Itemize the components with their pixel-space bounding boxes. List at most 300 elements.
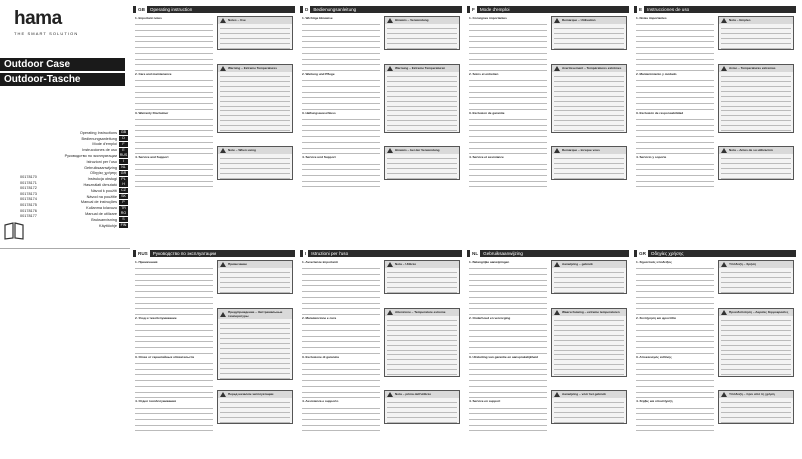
text-line bbox=[220, 324, 290, 329]
section-header: E Instrucciones de uso bbox=[634, 6, 796, 13]
text-line bbox=[135, 99, 213, 104]
toc-row: Kullanma kılavuzu TR bbox=[18, 205, 128, 211]
text-line bbox=[636, 60, 714, 65]
text-line bbox=[220, 418, 290, 423]
text-line bbox=[387, 87, 457, 92]
text-line bbox=[135, 293, 213, 298]
section-body-left: 1. Important notes 2. Care and maintenance 3. Warranty Disclaimer 4. Service and Support bbox=[135, 15, 213, 188]
text-line bbox=[302, 115, 380, 120]
text-line bbox=[302, 60, 380, 65]
text-line bbox=[636, 82, 714, 87]
text-line bbox=[387, 346, 457, 351]
text-line bbox=[135, 76, 213, 81]
text-line bbox=[302, 126, 380, 131]
text-line bbox=[636, 138, 714, 143]
text-line bbox=[721, 336, 791, 341]
text-line bbox=[636, 26, 714, 31]
note-box: Remarque – Utilisation bbox=[551, 16, 627, 50]
text-line bbox=[721, 107, 791, 112]
text-line bbox=[387, 122, 457, 127]
text-line bbox=[302, 320, 380, 325]
text-line bbox=[135, 182, 213, 187]
section-header: GR Οδηγίες χρήσης bbox=[634, 250, 796, 257]
text-line bbox=[636, 421, 714, 426]
text-line bbox=[554, 72, 624, 77]
text-line bbox=[469, 304, 547, 309]
text-line bbox=[302, 264, 380, 269]
text-line bbox=[387, 288, 457, 293]
text-line bbox=[636, 264, 714, 269]
text-line bbox=[302, 331, 380, 336]
text-line bbox=[636, 382, 714, 387]
warning-box: Attenzione – Temperature estreme bbox=[384, 308, 460, 377]
text-line bbox=[469, 310, 547, 315]
text-line bbox=[554, 398, 624, 403]
text-line bbox=[636, 121, 714, 126]
text-line bbox=[387, 403, 457, 408]
text-line bbox=[469, 32, 547, 37]
text-line bbox=[636, 293, 714, 298]
text-line bbox=[469, 409, 547, 414]
text-line bbox=[135, 270, 213, 275]
text-line bbox=[469, 126, 547, 131]
text-line bbox=[721, 316, 791, 321]
text-line bbox=[554, 107, 624, 112]
text-line bbox=[636, 387, 714, 392]
text-line bbox=[302, 393, 380, 398]
text-line bbox=[554, 366, 624, 371]
text-line bbox=[135, 320, 213, 325]
product-title-en: Outdoor Case bbox=[0, 58, 125, 71]
text-line bbox=[636, 304, 714, 309]
text-line bbox=[721, 159, 791, 164]
text-line bbox=[721, 268, 791, 273]
product-title-de: Outdoor-Tasche bbox=[0, 73, 125, 86]
text-line bbox=[135, 409, 213, 414]
text-line bbox=[387, 77, 457, 82]
text-line bbox=[554, 413, 624, 418]
text-line bbox=[220, 408, 290, 413]
text-line bbox=[636, 177, 714, 182]
text-line bbox=[387, 418, 457, 423]
warning-box: Waarschuwing – extreme temperaturen bbox=[551, 308, 627, 377]
text-line bbox=[135, 87, 213, 92]
text-line bbox=[469, 298, 547, 303]
note-box: Nota – prima dell'utilizzo bbox=[384, 390, 460, 424]
text-line bbox=[721, 326, 791, 331]
text-line bbox=[636, 149, 714, 154]
text-line bbox=[387, 331, 457, 336]
text-line bbox=[387, 268, 457, 273]
text-line bbox=[721, 164, 791, 169]
text-line bbox=[387, 341, 457, 346]
text-line bbox=[135, 49, 213, 54]
text-line bbox=[220, 82, 290, 87]
text-line bbox=[636, 159, 714, 164]
text-line bbox=[636, 349, 714, 354]
warning-icon bbox=[721, 262, 727, 267]
text-line bbox=[387, 408, 457, 413]
note-box: Hinweis – Verwendung bbox=[384, 16, 460, 50]
text-line bbox=[636, 365, 714, 370]
text-line bbox=[469, 82, 547, 87]
text-line bbox=[469, 365, 547, 370]
text-line bbox=[220, 174, 290, 179]
text-line bbox=[721, 278, 791, 283]
note-box: Aanwijzing – vóór het gebruik bbox=[551, 390, 627, 424]
text-line bbox=[469, 115, 547, 120]
text-line bbox=[302, 171, 380, 176]
section-header: GB Operating instruction bbox=[133, 6, 295, 13]
text-line bbox=[302, 343, 380, 348]
note-box: Nota – Empleo bbox=[718, 16, 794, 50]
text-line bbox=[135, 365, 213, 370]
warning-icon bbox=[387, 262, 393, 267]
text-line bbox=[220, 344, 290, 349]
text-line bbox=[220, 112, 290, 117]
text-line bbox=[721, 413, 791, 418]
text-line bbox=[554, 97, 624, 102]
text-line bbox=[636, 310, 714, 315]
text-line bbox=[135, 287, 213, 292]
text-line bbox=[220, 127, 290, 132]
text-line bbox=[721, 351, 791, 356]
text-line bbox=[302, 359, 380, 364]
text-line bbox=[469, 281, 547, 286]
text-line bbox=[135, 421, 213, 426]
text-line bbox=[302, 149, 380, 154]
text-line bbox=[554, 288, 624, 293]
text-line bbox=[135, 138, 213, 143]
text-line bbox=[469, 370, 547, 375]
text-line bbox=[220, 364, 290, 369]
text-line bbox=[135, 337, 213, 342]
text-line bbox=[469, 421, 547, 426]
text-line bbox=[135, 115, 213, 120]
warning-icon bbox=[721, 66, 727, 71]
text-line bbox=[636, 171, 714, 176]
text-line bbox=[302, 49, 380, 54]
text-line bbox=[554, 39, 624, 44]
text-line bbox=[469, 93, 547, 98]
text-line bbox=[721, 29, 791, 34]
text-line bbox=[135, 326, 213, 331]
text-line bbox=[135, 310, 213, 315]
text-line bbox=[135, 105, 213, 110]
text-line bbox=[721, 34, 791, 39]
text-line bbox=[554, 283, 624, 288]
text-line bbox=[302, 304, 380, 309]
text-line bbox=[469, 337, 547, 342]
text-line bbox=[469, 270, 547, 275]
text-line bbox=[220, 329, 290, 334]
text-line bbox=[469, 393, 547, 398]
text-line bbox=[554, 29, 624, 34]
text-line bbox=[636, 66, 714, 71]
text-line bbox=[302, 287, 380, 292]
text-line bbox=[721, 97, 791, 102]
text-line bbox=[387, 112, 457, 117]
warning-icon bbox=[554, 148, 560, 153]
text-line bbox=[469, 331, 547, 336]
text-line bbox=[554, 341, 624, 346]
note-box: Nota – Antes de su utilización bbox=[718, 146, 794, 180]
warning-icon bbox=[554, 392, 560, 397]
text-line bbox=[387, 356, 457, 361]
text-line bbox=[636, 93, 714, 98]
text-line bbox=[469, 132, 547, 137]
warning-icon bbox=[220, 262, 226, 267]
text-line bbox=[721, 122, 791, 127]
note-box: Note – When using bbox=[217, 146, 293, 180]
text-line bbox=[636, 20, 714, 25]
text-line bbox=[469, 49, 547, 54]
toc-row: Käyttöohje FIN bbox=[99, 223, 127, 228]
text-line bbox=[721, 72, 791, 77]
text-line bbox=[554, 44, 624, 49]
text-line bbox=[302, 143, 380, 148]
text-line bbox=[387, 44, 457, 49]
section-e bbox=[634, 6, 796, 206]
warning-icon bbox=[554, 310, 560, 315]
toc-row: Használati útmutató H bbox=[18, 182, 128, 188]
text-line bbox=[220, 72, 290, 77]
warning-icon bbox=[554, 262, 560, 267]
text-line bbox=[636, 182, 714, 187]
text-line bbox=[721, 361, 791, 366]
text-line bbox=[220, 278, 290, 283]
toc-row: Руководство по эксплуатации RUS bbox=[64, 153, 128, 158]
toc-row: Instrucciones de uso E bbox=[18, 147, 128, 153]
text-line bbox=[302, 121, 380, 126]
text-line bbox=[302, 270, 380, 275]
text-line bbox=[387, 24, 457, 29]
text-line bbox=[302, 177, 380, 182]
text-line bbox=[387, 164, 457, 169]
warning-icon bbox=[721, 310, 727, 315]
text-line bbox=[636, 331, 714, 336]
text-line bbox=[135, 26, 213, 31]
text-line bbox=[721, 174, 791, 179]
text-line bbox=[469, 287, 547, 292]
text-line bbox=[554, 77, 624, 82]
note-box: Aanwijzing – gebruik bbox=[551, 260, 627, 294]
text-line bbox=[554, 361, 624, 366]
text-line bbox=[302, 365, 380, 370]
text-line bbox=[554, 268, 624, 273]
text-line bbox=[636, 276, 714, 281]
text-line bbox=[636, 165, 714, 170]
text-line bbox=[302, 382, 380, 387]
text-line bbox=[302, 93, 380, 98]
text-line bbox=[554, 326, 624, 331]
text-line bbox=[135, 66, 213, 71]
text-line bbox=[469, 37, 547, 42]
text-line bbox=[554, 102, 624, 107]
text-line bbox=[554, 346, 624, 351]
text-line bbox=[636, 37, 714, 42]
text-line bbox=[469, 382, 547, 387]
text-line bbox=[387, 371, 457, 376]
text-line bbox=[302, 26, 380, 31]
warning-icon bbox=[387, 310, 393, 315]
text-line bbox=[554, 169, 624, 174]
text-line bbox=[220, 403, 290, 408]
section-body-left: 1. Wichtige Hinweise 2. Wartung und Pflege 3. Haftungsausschluss 4. Service und Support bbox=[302, 15, 380, 188]
text-line bbox=[469, 165, 547, 170]
text-line bbox=[469, 105, 547, 110]
text-line bbox=[469, 376, 547, 381]
toc-row: Istruzioni per l'uso I bbox=[18, 159, 128, 165]
text-line bbox=[135, 43, 213, 48]
text-line bbox=[469, 415, 547, 420]
text-line bbox=[135, 359, 213, 364]
text-line bbox=[302, 426, 380, 431]
text-line bbox=[721, 283, 791, 288]
text-line bbox=[636, 320, 714, 325]
text-line bbox=[554, 159, 624, 164]
text-line bbox=[636, 143, 714, 148]
section-header: D Bedienungsanleitung bbox=[300, 6, 462, 13]
text-line bbox=[387, 97, 457, 102]
text-line bbox=[135, 159, 213, 164]
text-line bbox=[554, 371, 624, 376]
text-line bbox=[469, 426, 547, 431]
text-line bbox=[387, 174, 457, 179]
text-line bbox=[636, 115, 714, 120]
text-line bbox=[220, 283, 290, 288]
text-line bbox=[554, 34, 624, 39]
text-line bbox=[554, 356, 624, 361]
text-line bbox=[387, 316, 457, 321]
text-line bbox=[554, 164, 624, 169]
warning-box: Warnung – Extreme Temperaturen bbox=[384, 64, 460, 133]
text-line bbox=[387, 278, 457, 283]
text-line bbox=[554, 403, 624, 408]
text-line bbox=[721, 77, 791, 82]
section-gr bbox=[634, 250, 796, 450]
brand-tagline: THE SMART SOLUTION bbox=[14, 31, 79, 36]
text-line bbox=[135, 20, 213, 25]
text-line bbox=[721, 169, 791, 174]
text-line bbox=[721, 127, 791, 132]
text-line bbox=[469, 76, 547, 81]
note-box: Υπόδειξη – πριν από τη χρήση bbox=[718, 390, 794, 424]
text-line bbox=[302, 76, 380, 81]
warning-icon bbox=[387, 148, 393, 153]
text-line bbox=[135, 393, 213, 398]
text-line bbox=[721, 331, 791, 336]
text-line bbox=[721, 87, 791, 92]
text-line bbox=[302, 276, 380, 281]
note-box: Перед началом эксплуатации bbox=[217, 390, 293, 424]
text-line bbox=[135, 32, 213, 37]
text-line bbox=[721, 371, 791, 376]
divider bbox=[0, 248, 130, 249]
text-line bbox=[302, 32, 380, 37]
text-line bbox=[469, 20, 547, 25]
warning-icon bbox=[387, 18, 393, 23]
note-box: Nota – Utilizzo bbox=[384, 260, 460, 294]
text-line bbox=[554, 278, 624, 283]
warning-icon bbox=[721, 148, 727, 153]
text-line bbox=[387, 413, 457, 418]
text-line bbox=[721, 403, 791, 408]
text-line bbox=[554, 87, 624, 92]
warning-icon bbox=[220, 66, 226, 71]
text-line bbox=[302, 409, 380, 414]
text-line bbox=[469, 138, 547, 143]
text-line bbox=[721, 346, 791, 351]
text-line bbox=[387, 34, 457, 39]
section-rus bbox=[133, 250, 295, 450]
text-line bbox=[554, 122, 624, 127]
text-line bbox=[554, 351, 624, 356]
text-line bbox=[469, 403, 547, 408]
text-line bbox=[387, 326, 457, 331]
text-line bbox=[220, 77, 290, 82]
text-line bbox=[469, 177, 547, 182]
text-line bbox=[469, 320, 547, 325]
toc-row: Manual de utilizare RO bbox=[85, 211, 127, 216]
toc-row: Operating Instructions GB bbox=[79, 130, 127, 135]
text-line bbox=[220, 398, 290, 403]
section-f bbox=[467, 6, 629, 206]
text-line bbox=[135, 149, 213, 154]
text-line bbox=[135, 281, 213, 286]
text-line bbox=[302, 66, 380, 71]
text-line bbox=[554, 82, 624, 87]
text-line bbox=[469, 121, 547, 126]
text-line bbox=[135, 54, 213, 59]
text-line bbox=[135, 415, 213, 420]
text-line bbox=[135, 143, 213, 148]
warning-icon bbox=[220, 392, 226, 397]
text-line bbox=[220, 29, 290, 34]
text-line bbox=[220, 92, 290, 97]
warning-icon bbox=[220, 148, 226, 153]
text-line bbox=[302, 43, 380, 48]
section-body-left: 1. Σημαντικές υποδείξεις 2. Συντήρηση και φροντίδα 3. Αποκλεισμός ευθύνης 4. Σέρβις και υποστήριξη bbox=[636, 259, 714, 432]
text-line bbox=[636, 105, 714, 110]
text-line bbox=[554, 174, 624, 179]
text-line bbox=[636, 76, 714, 81]
text-line bbox=[220, 97, 290, 102]
text-line bbox=[721, 288, 791, 293]
text-line bbox=[220, 288, 290, 293]
section-body-left: 1. Notas importantes 2. Mantenimiento y cuidado 3. Exclusión de responsabilidad 4. Servicio y soporte bbox=[636, 15, 714, 188]
text-line bbox=[721, 341, 791, 346]
text-line bbox=[554, 336, 624, 341]
section-nl bbox=[467, 250, 629, 450]
text-line bbox=[636, 270, 714, 275]
section-header: F Mode d'emploi bbox=[467, 6, 629, 13]
text-line bbox=[302, 82, 380, 87]
text-line bbox=[469, 276, 547, 281]
section-body-left: 1. Belangrijke aanwijzingen 2. Onderhoud en verzorging 3. Uitsluiting van garantie en aansprakelijkheid 4. Service en support bbox=[469, 259, 547, 432]
warning-icon bbox=[387, 66, 393, 71]
text-line bbox=[135, 370, 213, 375]
text-line bbox=[469, 182, 547, 187]
text-line bbox=[636, 326, 714, 331]
text-line bbox=[135, 382, 213, 387]
text-line bbox=[302, 403, 380, 408]
text-line bbox=[721, 418, 791, 423]
text-line bbox=[554, 92, 624, 97]
text-line bbox=[302, 105, 380, 110]
text-line bbox=[469, 171, 547, 176]
text-line bbox=[135, 60, 213, 65]
